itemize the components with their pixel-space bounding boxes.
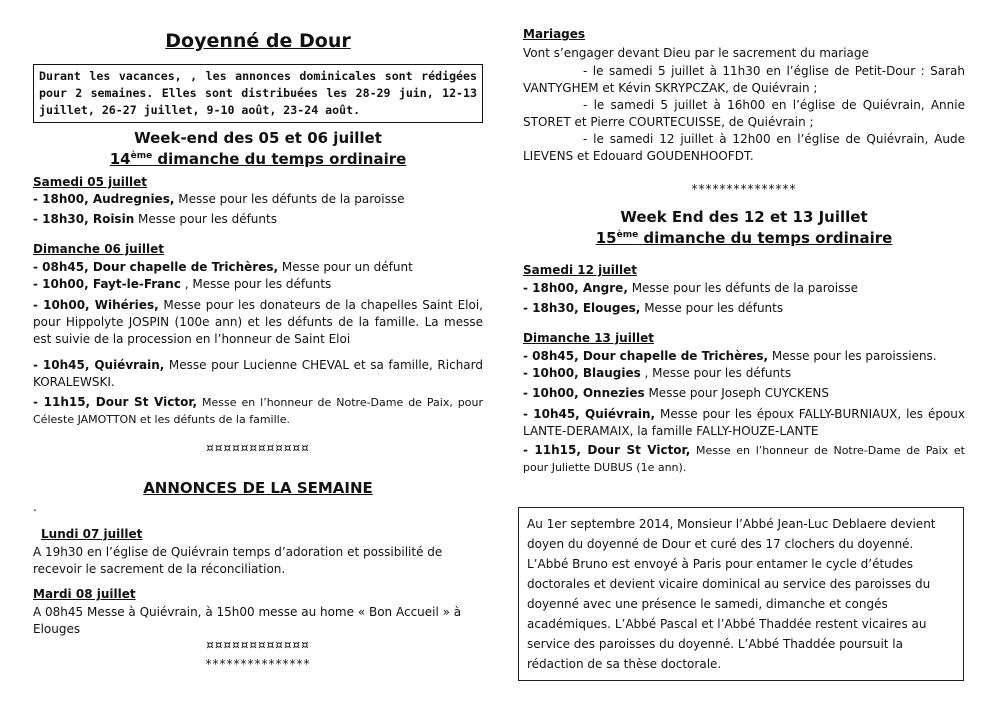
mass-item: - 11h15, Dour St Victor, Messe en l’honneur de Notre-Dame de Paix, pour Céleste JAMOTTON et les défunts de la famille. xyxy=(33,395,483,426)
sunday-ordinal: 15ème dimanche du temps ordinaire xyxy=(595,229,893,247)
marriage-item: - le samedi 12 juillet à 12h00 en l’église de Quiévrain, Aude LIEVENS et Edouard GOUDENHOOFDT. xyxy=(523,132,965,163)
marriages-intro: Vont s’engager devant Dieu par le sacrement du mariage xyxy=(523,46,869,60)
mass-item: - 11h15, Dour St Victor, Messe en l’honneur de Notre-Dame de Paix et pour Juliette DUBUS (1e ann). xyxy=(523,443,965,474)
mass-item: - 10h00, Fayt-le-Franc , Messe pour les défunts xyxy=(33,277,332,291)
separator: ¤¤¤¤¤¤¤¤¤¤¤¤ xyxy=(206,441,310,455)
weekend-title: Week End des 12 et 13 Juillet xyxy=(620,208,868,226)
mass-item: - 10h00, Onnezies Messe pour Joseph CUYCKENS xyxy=(523,386,830,400)
mass-item: - 10h00, Blaugies , Messe pour les défunts xyxy=(523,366,792,380)
sunday-label: Dimanche 06 juillet xyxy=(33,242,164,256)
mass-item: - 08h45, Dour chapelle de Trichères, Messe pour les paroissiens. xyxy=(523,349,937,363)
mass-item: - 10h45, Quiévrain, Messe pour Lucienne CHEVAL et sa famille, Richard KORALEWSKI. xyxy=(33,358,483,389)
sunday-ordinal: 14ème dimanche du temps ordinaire xyxy=(109,150,407,168)
tuesday-label: Mardi 08 juillet xyxy=(33,587,136,601)
mass-item: - 18h30, Roisin Messe pour les défunts xyxy=(33,212,277,226)
page-title: Doyenné de Dour xyxy=(165,30,351,52)
mass-item: - 08h45, Dour chapelle de Trichères, Messe pour un défunt xyxy=(33,260,413,274)
monday-label: Lundi 07 juillet xyxy=(41,527,143,541)
saturday-label: Samedi 12 juillet xyxy=(523,263,638,277)
marriage-item: - le samedi 5 juillet à 11h30 en l’église de Petit-Dour : Sarah VANTYGHEM et Kévin SKRYPCZAK, de Quiévrain ; xyxy=(523,64,965,95)
separator: ¤¤¤¤¤¤¤¤¤¤¤¤ xyxy=(206,638,310,652)
mass-item: - 10h45, Quiévrain, Messe pour les époux FALLY-BURNIAUX, les époux LANTE-DERAMAIX, la famille FALLY-HOUZE-LANTE xyxy=(523,407,965,438)
mass-item: - 18h00, Angre, Messe pour les défunts de la paroisse xyxy=(523,281,858,295)
holiday-notice: Durant les vacances, , les annonces dominicales sont rédigées pour 2 semaines. Elles sont distribuées les 28-29 juin, 12-13 juillet, 26-27 juillet, 9-10 août, 23-24 août. xyxy=(33,64,483,123)
separator: *************** xyxy=(205,657,311,671)
saturday-label: Samedi 05 juillet xyxy=(33,175,148,189)
sunday-label: Dimanche 13 juillet xyxy=(523,331,654,345)
clergy-announcement-box: Au 1er septembre 2014, Monsieur l’Abbé Jean-Luc Deblaere devient doyen du doyenné de Dour et curé des 17 clochers du doyenné. L’Abbé Bruno est envoyé à Paris pour entamer le cycle d’études doctorales et devient vicaire dominical au service des paroisses du doyenné avec une présence le samedi, dimanche et congés académiques. L’Abbé Pascal et l’Abbé Thaddée restent vicaires au service des paroisses du doyenné. L’Abbé Thaddée poursuit la rédaction de sa thèse doctorale. xyxy=(518,507,964,681)
separator: *************** xyxy=(691,182,797,196)
mass-item: - 10h00, Wihéries, Messe pour les donateurs de la chapelles Saint Eloi, pour Hippolyte JOSPIN (100e ann) et les défunts de la famille. La messe est suivie de la procession en l’honneur de Saint Eloi xyxy=(33,298,483,346)
marriage-item: - le samedi 5 juillet à 16h00 en l’église de Quiévrain, Annie STORET et Pierre COURTECUISSE, de Quiévrain ; xyxy=(523,98,965,129)
tuesday-text: A 08h45 Messe à Quiévrain, à 15h00 messe au home « Bon Accueil » à Elouges xyxy=(33,605,462,636)
weekend-title: Week-end des 05 et 06 juillet xyxy=(134,129,382,147)
mass-item: - 18h30, Elouges, Messe pour les défunts xyxy=(523,301,784,315)
mass-item: - 18h00, Audregnies, Messe pour les défunts de la paroisse xyxy=(33,192,405,206)
marriages-label: Mariages xyxy=(523,27,586,41)
announcements-title: ANNONCES DE LA SEMAINE xyxy=(143,479,373,497)
monday-text: A 19h30 en l’église de Quiévrain temps d’adoration et possibilité de recevoir le sacrement de la réconciliation. xyxy=(33,545,443,576)
stray-dot: . xyxy=(33,500,37,514)
